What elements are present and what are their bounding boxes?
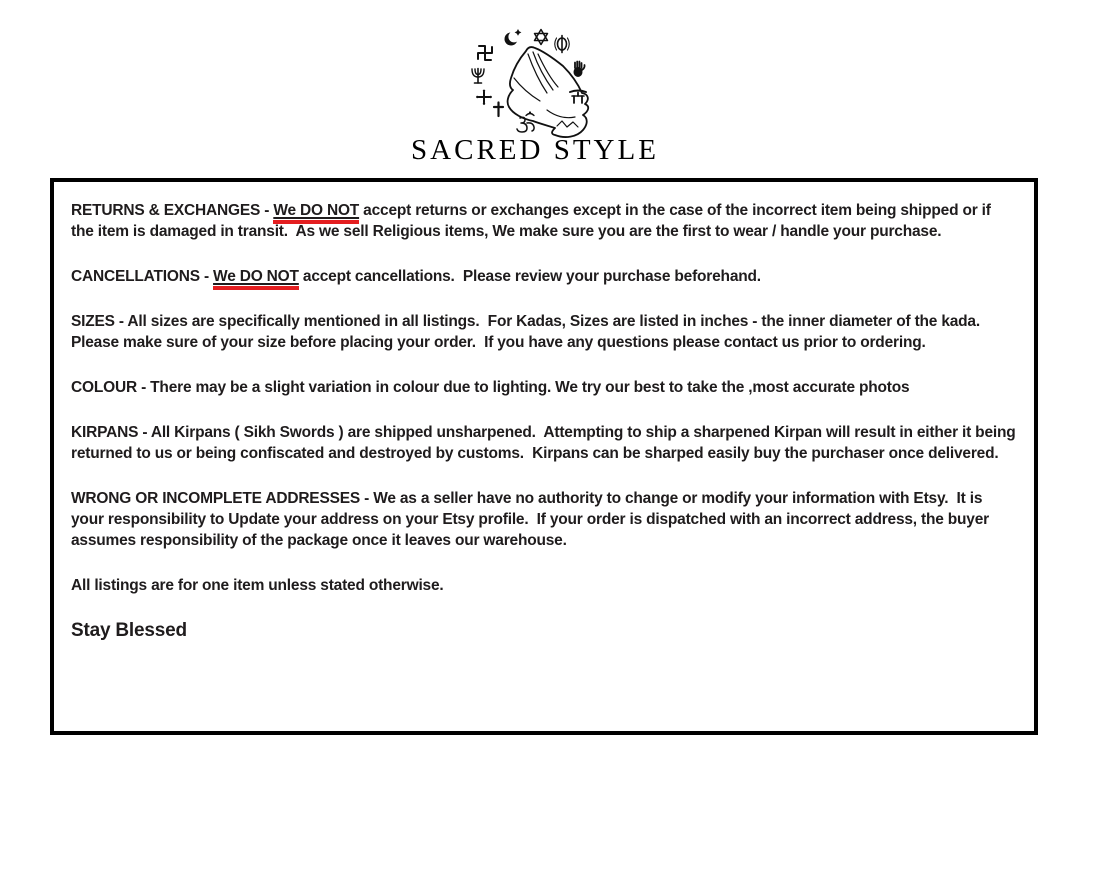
section-heading: RETURNS & EXCHANGES [71, 202, 261, 219]
section-one-item-note [71, 575, 1017, 596]
section-heading: WRONG OR INCOMPLETE ADDRESSES [71, 490, 361, 507]
brand-title: SACRED STYLE [411, 134, 659, 166]
closing-message: Stay Blessed [71, 620, 187, 641]
heading-separator: - [260, 202, 274, 219]
section-body: There may be a slight variation in colour due to lighting. We try our best to take the ,most accurate photos [150, 379, 910, 396]
section-sizes [71, 311, 1017, 353]
menorah-icon [472, 69, 484, 84]
khanda-icon [555, 36, 570, 53]
latin-cross-icon [494, 103, 503, 117]
section-heading: KIRPANS [71, 424, 139, 441]
praying-hands-emblem [447, 18, 623, 138]
heading-separator: - [199, 268, 214, 285]
section-body: All Kirpans ( Sikh Swords ) are shipped unsharpened. Attempting to ship a sharpened Kirpan will result in either it being returned to us or being confiscated and destroyed by customs. Kirpans can be sharped easily buy the purchaser once delivered. [71, 424, 1020, 462]
heading-separator: - [114, 313, 128, 330]
section-colour [71, 377, 1017, 398]
heading-separator: - [136, 379, 151, 396]
section-body: All sizes are specifically mentioned in all listings. For Kadas, Sizes are listed in inches - the inner diameter of the kada. Please make sure of your size before placing your order. If you have any questions please contact us prior to ordering. [71, 313, 989, 351]
swastika-icon [478, 46, 492, 60]
section-heading: COLOUR [71, 379, 137, 396]
cross-crosslet-icon [476, 90, 492, 105]
heading-separator: - [360, 490, 374, 507]
policy-box [50, 178, 1038, 735]
we-do-not-highlight: We DO NOT [273, 202, 359, 224]
star-of-david-icon [535, 30, 548, 45]
section-body: accept cancellations. Please review your purchase beforehand. [298, 268, 761, 285]
section-body: All listings are for one item unless stated otherwise. [71, 577, 444, 594]
praying-hands-icon [508, 47, 589, 137]
we-do-not-highlight: We DO NOT [213, 268, 299, 290]
section-cancellations [71, 266, 1017, 287]
heading-separator: - [138, 424, 151, 441]
section-returns-exchanges [71, 200, 1017, 242]
section-body: accept returns or exchanges except in the case of the incorrect item being shipped or if the item is damaged in transit. As we sell Religious items, We make sure you are the first to wear / handle your purchase. [71, 202, 995, 240]
section-heading: SIZES [71, 313, 115, 330]
section-kirpans [71, 422, 1020, 464]
ahimsa-hand-icon [574, 62, 585, 78]
section-wrong-addresses [71, 488, 1017, 551]
om-icon [517, 111, 534, 132]
torii-gate-icon [570, 91, 586, 104]
section-body: We as a seller have no authority to change or modify your information with Etsy. It is your responsibility to Update your address on your Etsy profile. If your order is dispatched with an incorrect address, the buyer assumes responsibility of the package once it leaves our warehouse. [71, 490, 994, 549]
section-heading: CANCELLATIONS [71, 268, 200, 285]
crescent-and-star-icon [505, 29, 522, 46]
